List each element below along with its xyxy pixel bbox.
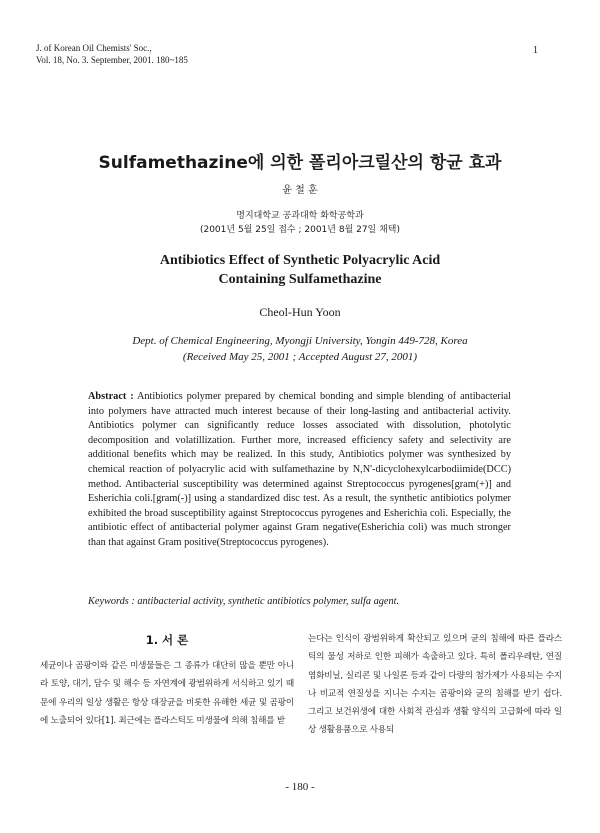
section-title-introduction: 1. 서 론 bbox=[145, 633, 189, 647]
journal-citation bbox=[36, 42, 188, 66]
abstract-label: Abstract : bbox=[88, 391, 134, 402]
korean-affiliation-block bbox=[0, 209, 600, 237]
english-affiliation: Dept. of Chemical Engineering, Myongji University, Yongin 449-728, Korea bbox=[132, 335, 468, 347]
english-dates: (Received May 25, 2001 ; Accepted August 27, 2001) bbox=[182, 351, 418, 363]
english-title bbox=[0, 251, 600, 289]
english-title-line1: Antibiotics Effect of Synthetic Polyacrylic Acid bbox=[159, 253, 441, 268]
page-number-bottom: - 180 - bbox=[285, 781, 315, 793]
korean-dates: (2001년 5월 25일 접수 ; 2001년 8월 27일 채택) bbox=[199, 225, 401, 235]
english-author: Cheol-Hun Yoon bbox=[259, 305, 341, 319]
english-affiliation-block bbox=[0, 333, 600, 365]
journal-name: J. of Korean Oil Chemists' Soc., bbox=[36, 43, 152, 53]
journal-volume: Vol. 18, No. 3. September, 2001. 180~185 bbox=[36, 55, 188, 65]
english-title-line2: Containing Sulfamethazine bbox=[218, 272, 382, 287]
korean-title: Sulfamethazine에 의한 폴리아크릴산의 항균 효과 bbox=[98, 153, 502, 173]
abstract bbox=[88, 390, 511, 551]
keywords: Keywords : antibacterial activity, synthetic antibiotics polymer, sulfa agent. bbox=[88, 596, 400, 607]
abstract-text: Antibiotics polymer prepared by chemical bonding and simple blending of antibacterial into polymers have attracted much interest because of their long-lasting and antibacterial activity. Antibiotics polymer can significantly reduce losses associated with dissolution, photolytic decomposition and volatillization. Further more, increased efficiency safety and selectivity are additional benefits which may be realized. In this study, Antibiotics polymer was synthesized by chemical reaction of polyacrylic acid with sulfamethazine by N,N'-dicyclohexylcarbodiimide(DCC) method. Antibacterial susceptibility was determined against Streptococcus pyrogenes[gram(+)] and Esherichia coli.[gram(-)] using a standardized disc test. As a result, the synthetic antibiotics polymer exhibited the broad susceptibility against Streptococcus pyrogenes and Esherichia coli. Especially, the antibiotic effect of antibacterial polymer against Gram negative(Esherichia coli) was much stronger than that against Gram positive(Streptococcus pyrogenes). bbox=[88, 391, 511, 548]
body-column-right: 는다는 인식이 광범위하게 확산되고 있으며 균의 침해에 따른 플라스틱의 물성 저하로 인한 피해가 속출하고 있다. 특히 폴리우레탄, 연질 염화비닐, 실리콘 및 나일론 등과 같이 다량의 첨가제가 사용되는 수지나 비교적 연질성을 지니는 수지는 곰팡이와 균의 침해를 받기 쉽다. 그리고 보건위생에 대한 사회적 관심과 생활 양식의 고급화에 따라 일상 생활용품으로 사용되 bbox=[308, 634, 562, 736]
page-number-top: 1 bbox=[533, 45, 538, 56]
body-column-left: 세균이나 곰팡이와 같은 미생물들은 그 종류가 대단히 많을 뿐만 아니라 토양, 대기, 담수 및 해수 등 자연계에 광범위하게 서식하고 있기 때문에 우리의 일상 생활은 항상 대장균을 비롯한 유해한 세균 및 곰팡이에 노출되어 있다[1]. 최근에는 플라스틱도 미생물에 의해 침해를 받 bbox=[40, 661, 294, 726]
korean-author: 윤 철 훈 bbox=[282, 185, 318, 196]
korean-affiliation: 명지대학교 공과대학 화학공학과 bbox=[236, 211, 364, 221]
